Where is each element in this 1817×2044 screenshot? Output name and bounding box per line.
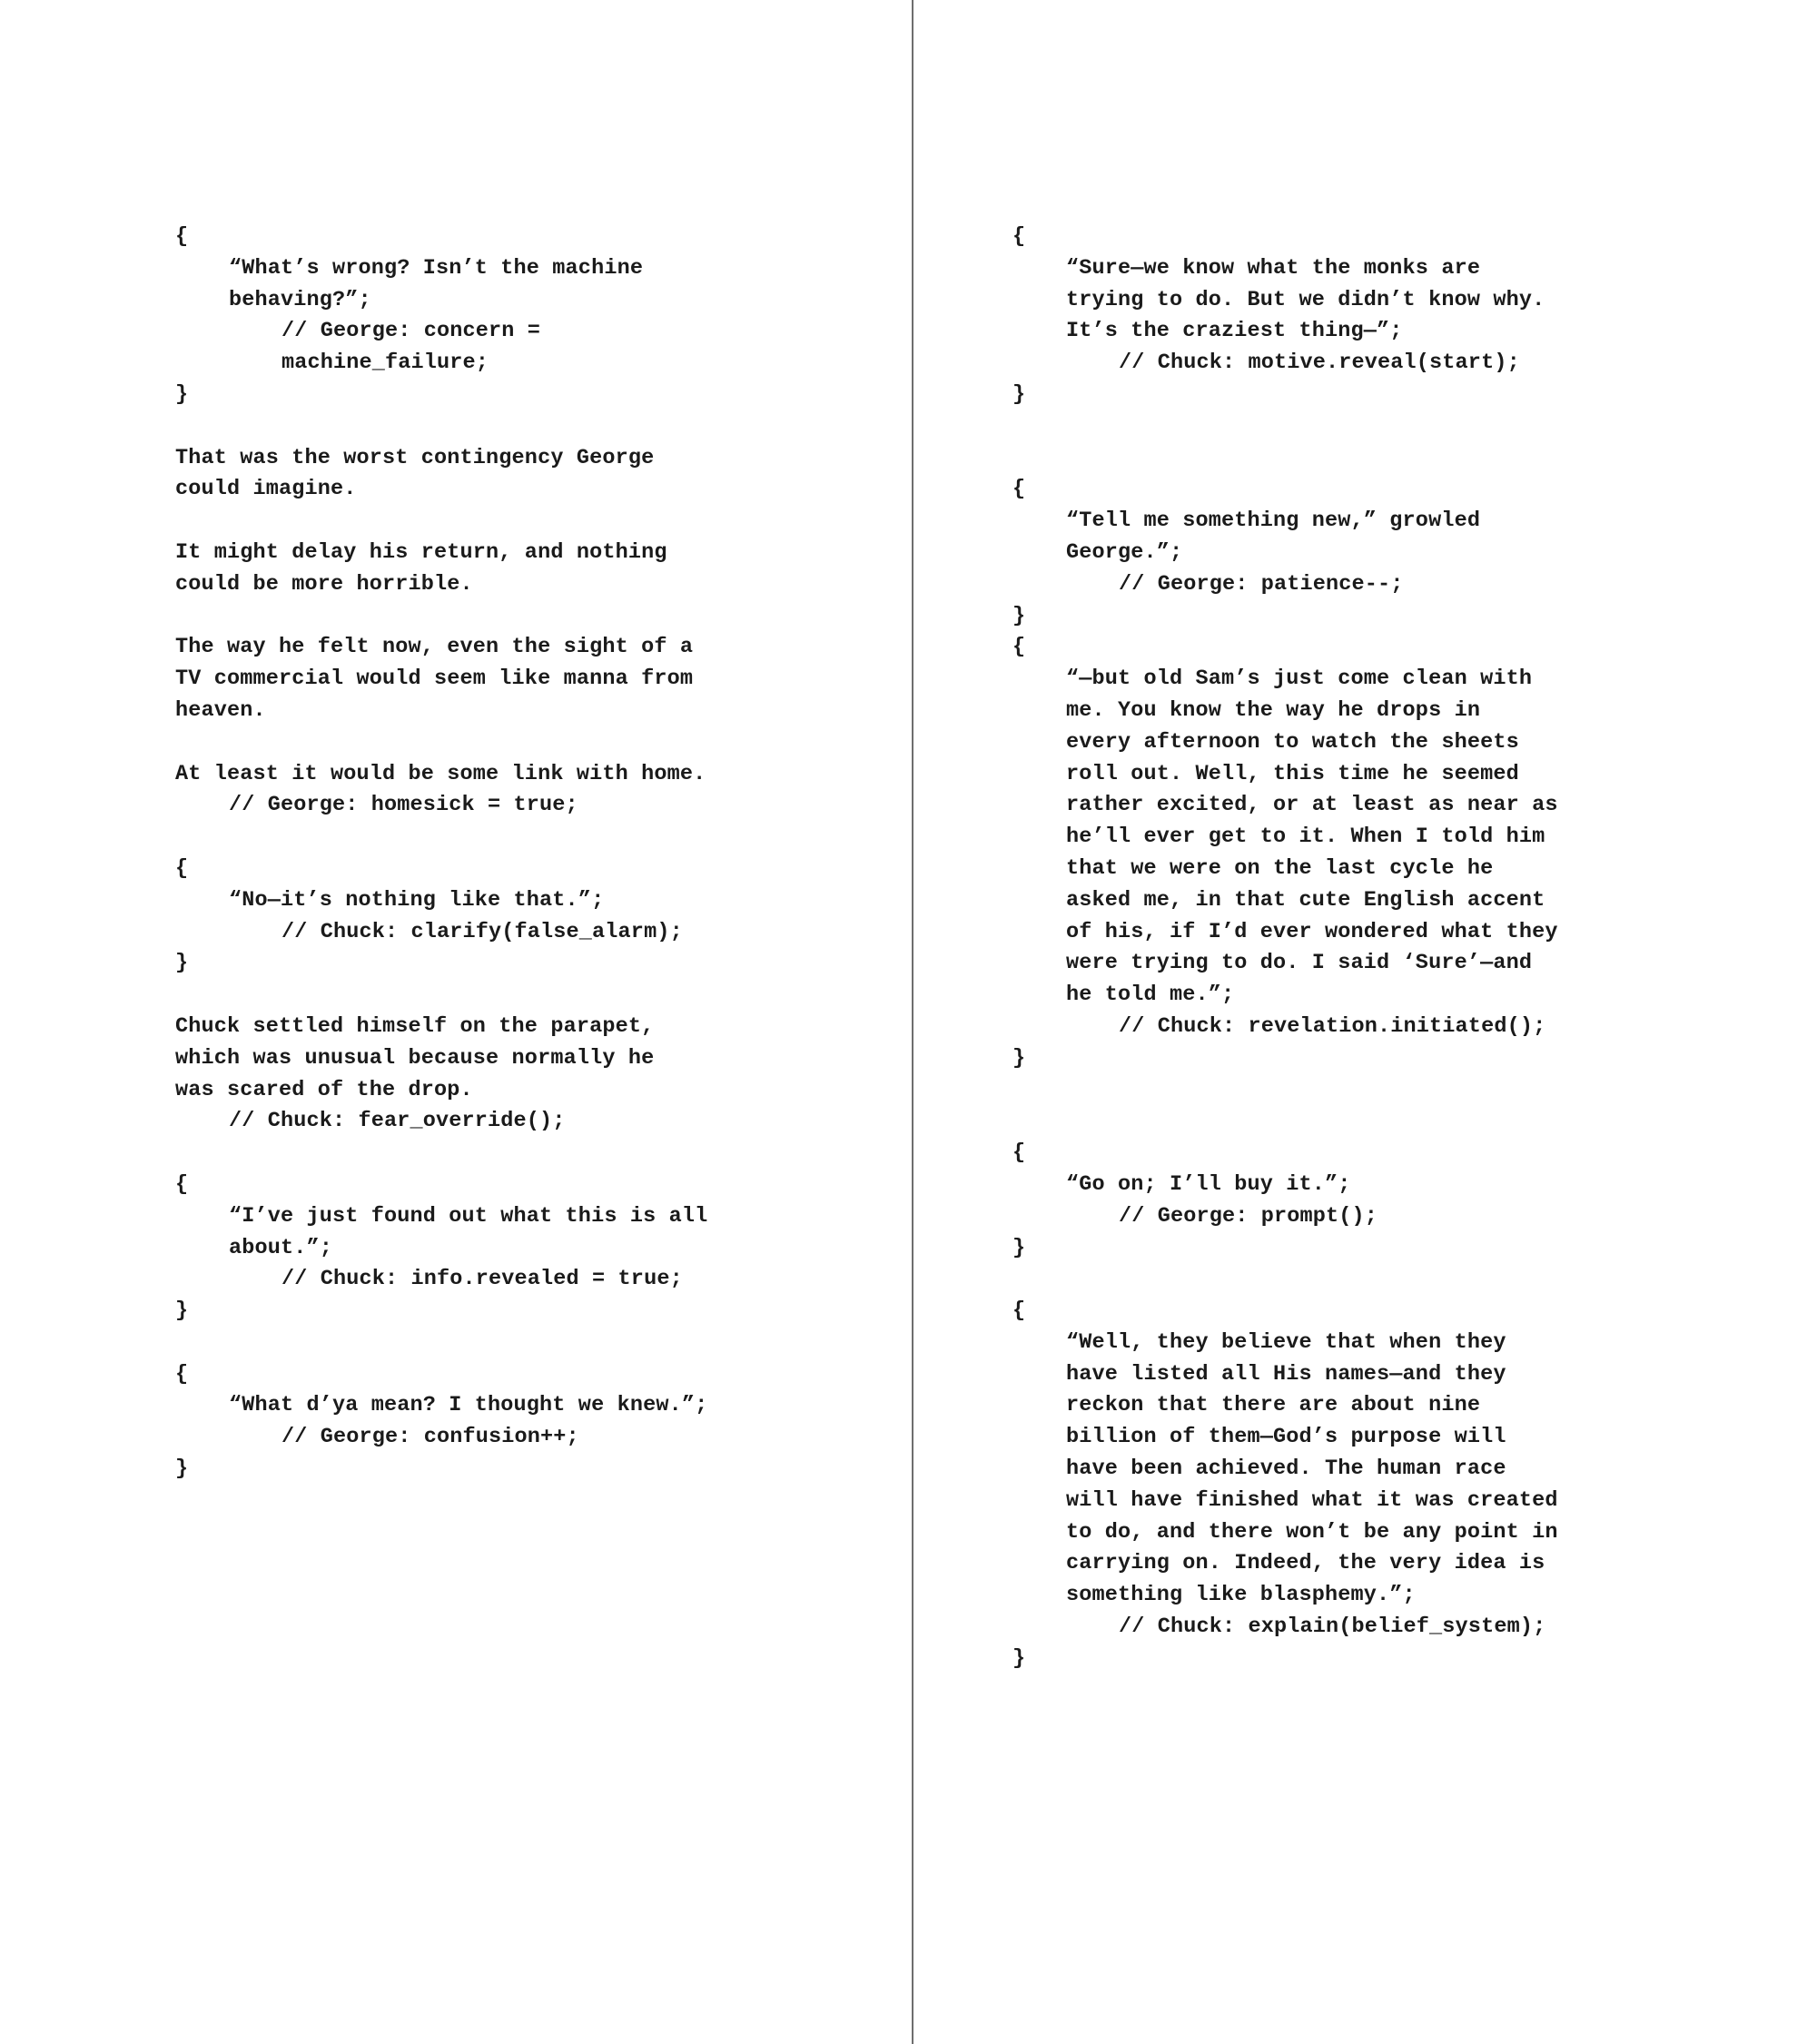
narration-paragraph [175, 1012, 765, 1138]
right-page [915, 0, 1817, 2044]
open-brace: { [1012, 1298, 1026, 1324]
code-comment: machine_failure; [281, 351, 489, 376]
left-page-text [175, 222, 765, 1486]
dialogue-block [175, 1170, 765, 1328]
dialogue-line: behaving?”; [229, 287, 371, 312]
dialogue-block [175, 1359, 765, 1486]
open-brace: { [1012, 1140, 1026, 1166]
close-brace: } [1012, 603, 1026, 628]
narration-paragraph [175, 443, 765, 507]
dialogue-line: billion of them—God’s purpose will [1066, 1425, 1506, 1450]
code-comment: // Chuck: info.revealed = true; [281, 1267, 683, 1292]
narration-line: At least it would be some link with home. [175, 761, 706, 786]
dialogue-line: asked me, in that cute English accent [1066, 887, 1545, 913]
dialogue-line: to do, and there won’t be any point in [1066, 1519, 1558, 1545]
dialogue-line: he’ll ever get to it. When I told him [1066, 825, 1545, 850]
page-divider [912, 0, 913, 2044]
narration-line: was scared of the drop. [175, 1077, 473, 1102]
code-comment: // George: concern = [281, 319, 541, 344]
dialogue-line: reckon that there are about nine [1066, 1393, 1481, 1418]
narration-paragraph [175, 759, 765, 823]
dialogue-line: that we were on the last cycle he [1066, 855, 1494, 881]
close-brace: } [175, 1298, 189, 1324]
narration-line: heaven. [175, 697, 266, 723]
narration-line: It might delay his return, and nothing [175, 539, 667, 565]
close-brace: } [175, 951, 189, 976]
narration-line: TV commercial would seem like manna from [175, 667, 694, 692]
open-brace: { [175, 855, 189, 881]
dialogue-block [1012, 222, 1603, 411]
code-comment: // Chuck: motive.reveal(start); [1119, 351, 1520, 376]
close-brace: } [1012, 1045, 1026, 1071]
right-page-text [1012, 222, 1603, 1675]
open-brace: { [1012, 224, 1026, 249]
open-brace: { [1012, 635, 1026, 660]
dialogue-block [1012, 1296, 1603, 1675]
close-brace: } [1012, 1235, 1026, 1260]
dialogue-line: he told me.”; [1066, 983, 1235, 1008]
dialogue-line: “Tell me something new,” growled [1066, 509, 1481, 534]
dialogue-line: about.”; [229, 1235, 333, 1260]
narration-line: could imagine. [175, 477, 357, 502]
dialogue-line: “Sure—we know what the monks are [1066, 255, 1481, 281]
open-brace: { [175, 1171, 189, 1197]
dialogue-line: rather excited, or at least as near as [1066, 793, 1558, 818]
narration-line: That was the worst contingency George [175, 445, 655, 470]
dialogue-block [175, 222, 765, 411]
dialogue-block [1012, 1138, 1603, 1264]
open-brace: { [1012, 477, 1026, 502]
narration-paragraph [175, 538, 765, 601]
code-comment: // Chuck: explain(belief_system); [1119, 1614, 1546, 1640]
dialogue-line: “Well, they believe that when they [1066, 1329, 1506, 1355]
narration-line: Chuck settled himself on the parapet, [175, 1013, 655, 1039]
code-comment: // George: prompt(); [1119, 1203, 1378, 1229]
dialogue-block [1012, 474, 1603, 632]
dialogue-line: roll out. Well, this time he seemed [1066, 761, 1519, 786]
close-brace: } [1012, 1645, 1026, 1671]
dialogue-line: have been achieved. The human race [1066, 1456, 1506, 1482]
code-comment: // George: confusion++; [281, 1425, 579, 1450]
narration-line: The way he felt now, even the sight of a [175, 635, 694, 660]
dialogue-line: me. You know the way he drops in [1066, 697, 1481, 723]
narration-line: could be more horrible. [175, 571, 473, 597]
dialogue-line: something like blasphemy.”; [1066, 1583, 1416, 1608]
open-brace: { [175, 1361, 189, 1387]
narration-paragraph [175, 632, 765, 726]
dialogue-line: “What d’ya mean? I thought we knew.”; [229, 1393, 708, 1418]
dialogue-block [1012, 632, 1603, 1074]
dialogue-line: trying to do. But we didn’t know why. [1066, 287, 1545, 312]
dialogue-line: George.”; [1066, 539, 1183, 565]
dialogue-line: “No—it’s nothing like that.”; [229, 887, 605, 913]
dialogue-line: “—but old Sam’s just come clean with [1066, 667, 1533, 692]
open-brace: { [175, 224, 189, 249]
code-comment: // Chuck: clarify(false_alarm); [281, 919, 683, 944]
dialogue-line: have listed all His names—and they [1066, 1361, 1506, 1387]
code-comment: // George: patience--; [1119, 571, 1404, 597]
dialogue-block [175, 854, 765, 980]
dialogue-line: will have finished what it was created [1066, 1487, 1558, 1513]
narration-line: which was unusual because normally he [175, 1045, 655, 1071]
close-brace: } [1012, 381, 1026, 407]
dialogue-line: It’s the craziest thing—”; [1066, 319, 1403, 344]
dialogue-line: of his, if I’d ever wondered what they [1066, 919, 1558, 944]
dialogue-line: “What’s wrong? Isn’t the machine [229, 255, 644, 281]
code-comment: // Chuck: fear_override(); [229, 1109, 566, 1134]
dialogue-line: “I’ve just found out what this is all [229, 1203, 708, 1229]
dialogue-line: carrying on. Indeed, the very idea is [1066, 1551, 1545, 1576]
dialogue-line: were trying to do. I said ‘Sure’—and [1066, 951, 1533, 976]
close-brace: } [175, 1456, 189, 1482]
code-comment: // Chuck: revelation.initiated(); [1119, 1013, 1546, 1039]
code-comment: // George: homesick = true; [229, 793, 578, 818]
dialogue-line: every afternoon to watch the sheets [1066, 729, 1519, 755]
dialogue-line: “Go on; I’ll buy it.”; [1066, 1171, 1351, 1197]
close-brace: } [175, 381, 189, 407]
